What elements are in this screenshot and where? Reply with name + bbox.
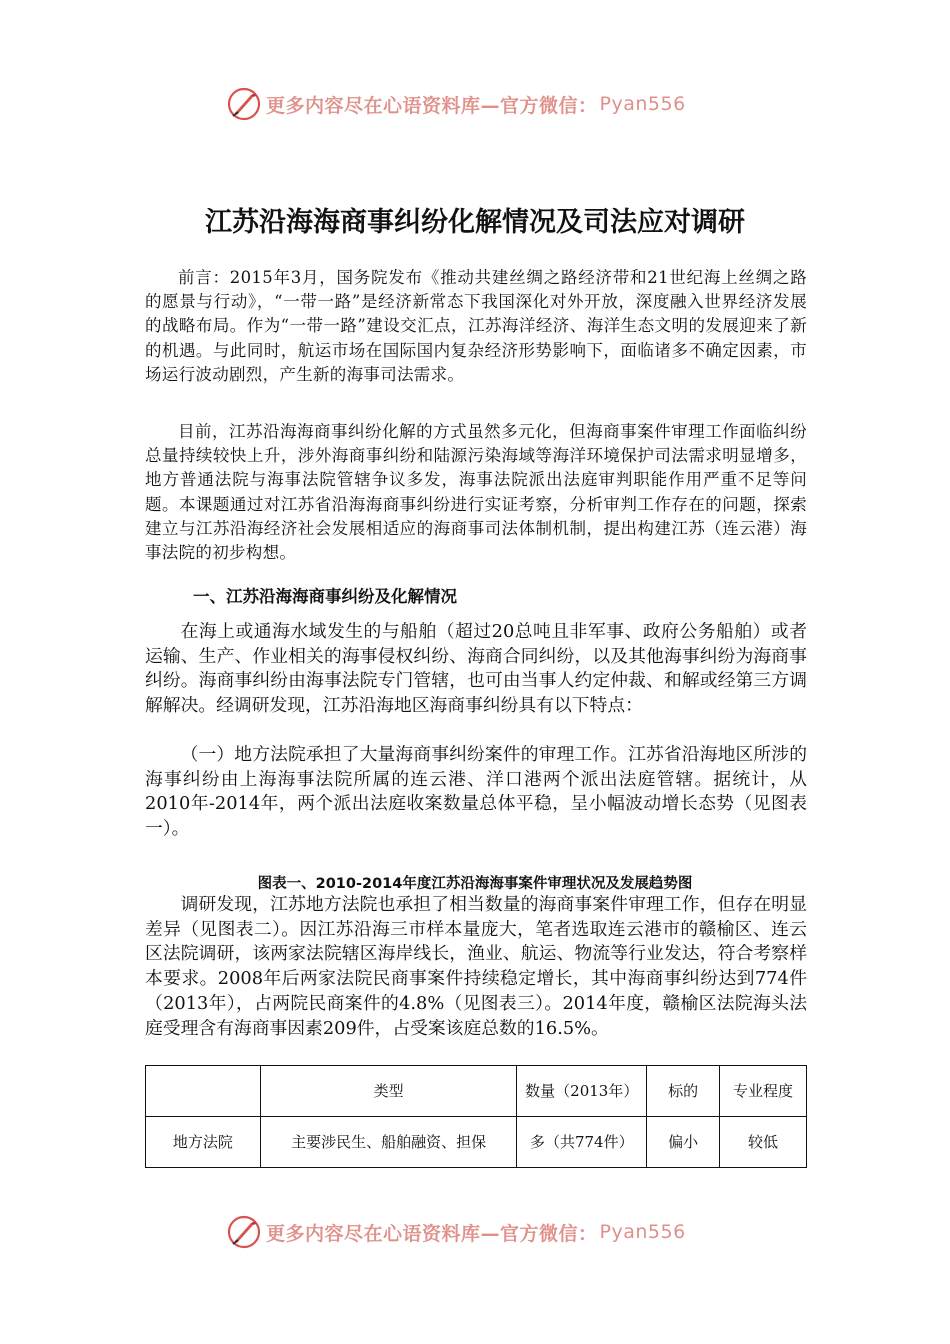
top-banner — [226, 84, 686, 124]
table-header-cell: 专业程度 — [720, 1066, 807, 1117]
table-cell: 多（共774件） — [517, 1117, 647, 1168]
court-comparison-table — [145, 1065, 807, 1168]
banner-wechat-id: Pyan556 — [599, 93, 686, 115]
banner-wechat-id: Pyan556 — [599, 1221, 686, 1243]
table-cell: 地方法院 — [146, 1117, 261, 1168]
bottom-banner — [226, 1212, 686, 1252]
section-heading: 一、江苏沿海海商事纠纷及化解情况 — [193, 587, 457, 606]
quill-pen-logo-icon — [226, 1214, 262, 1250]
table-cell: 较低 — [720, 1117, 807, 1168]
preface-paragraph: 前言：2015年3月，国务院发布《推动共建丝绸之路经济带和21世纪海上丝绸之路的愿景与行动》，“一带一路”是经济新常态下我国深化对外开放，深度融入世界经济发展的战略布局。作为“一带一路”建设交汇点，江苏海洋经济、海洋生态文明的发展迎来了新的机遇。与此同时，航运市场在国际国内复杂经济形势影响下，面临诸多不确定因素，市场运行波动剧烈，产生新的海事司法需求。 — [145, 268, 807, 384]
table-cell: 偏小 — [647, 1117, 720, 1168]
current-situation-paragraph: 目前，江苏沿海海商事纠纷化解的方式虽然多元化，但海商事案件审理工作面临纠纷总量持续较快上升，涉外海商事纠纷和陆源污染海域等海洋环境保护司法需求明显增多，地方普通法院与海事法院管辖争议多发，海事法院派出法庭审判职能作用严重不足等问题。本课题通过对江苏省沿海海商事纠纷进行实证考察，分析审判工作存在的问题，探索建立与江苏沿海经济社会发展相适应的海商事司法体制机制，提出构建江苏（连云港）海事法院的初步构想。 — [145, 422, 807, 563]
table-header-cell: 数量（2013年） — [517, 1066, 647, 1117]
table-row — [146, 1117, 807, 1168]
definition-paragraph: 在海上或通海水域发生的与船舶（超过20总吨且非军事、政府公务船舶）或者运输、生产、作业相关的海事侵权纠纷、海商合同纠纷，以及其他海事纠纷为海商事纠纷。海商事纠纷由海事法院专门管辖，也可由当事人约定仲裁、和解或经第三方调解解决。经调研发现，江苏沿海地区海商事纠纷具有以下特点： — [145, 621, 807, 717]
point-one-paragraph: （一）地方法院承担了大量海商事纠纷案件的审理工作。江苏省沿海地区所涉的海事纠纷由上海海事法院所属的连云港、洋口港两个派出法庭管辖。据统计，从2010年-2014年，两个派出法庭收案数量总体平稳，呈小幅波动增长态势（见图表一）。 — [145, 744, 807, 840]
document-title: 江苏沿海海商事纠纷化解情况及司法应对调研 — [205, 207, 745, 238]
research-paragraph: 调研发现，江苏地方法院也承担了相当数量的海商事案件审理工作，但存在明显差异（见图表二）。因江苏沿海三市样本量庞大，笔者选取连云港市的赣榆区、连云区法院调研，该两家法院辖区海岸线长，渔业、航运、物流等行业发达，符合考察样本要求。2008年后两家法院民商事案件持续稳定增长，其中海商事纠纷达到774件（2013年），占两院民商案件的4.8%（见图表三）。2014年度，赣榆区法院海头法庭受理含有海商事因素209件，占受案该庭总数的16.5%。 — [145, 894, 807, 1039]
banner-text: 更多内容尽在心语资料库—官方微信： — [266, 94, 598, 117]
figure-caption: 图表一、2010-2014年度江苏沿海海事案件审理状况及发展趋势图 — [257, 876, 693, 892]
banner-text: 更多内容尽在心语资料库—官方微信： — [266, 1222, 598, 1245]
table-header-cell: 标的 — [647, 1066, 720, 1117]
table-header-cell: 类型 — [260, 1066, 517, 1117]
table-header-cell — [146, 1066, 261, 1117]
table-header-row — [146, 1066, 807, 1117]
quill-pen-logo-icon — [226, 86, 262, 122]
table-cell: 主要涉民生、船舶融资、担保 — [260, 1117, 517, 1168]
